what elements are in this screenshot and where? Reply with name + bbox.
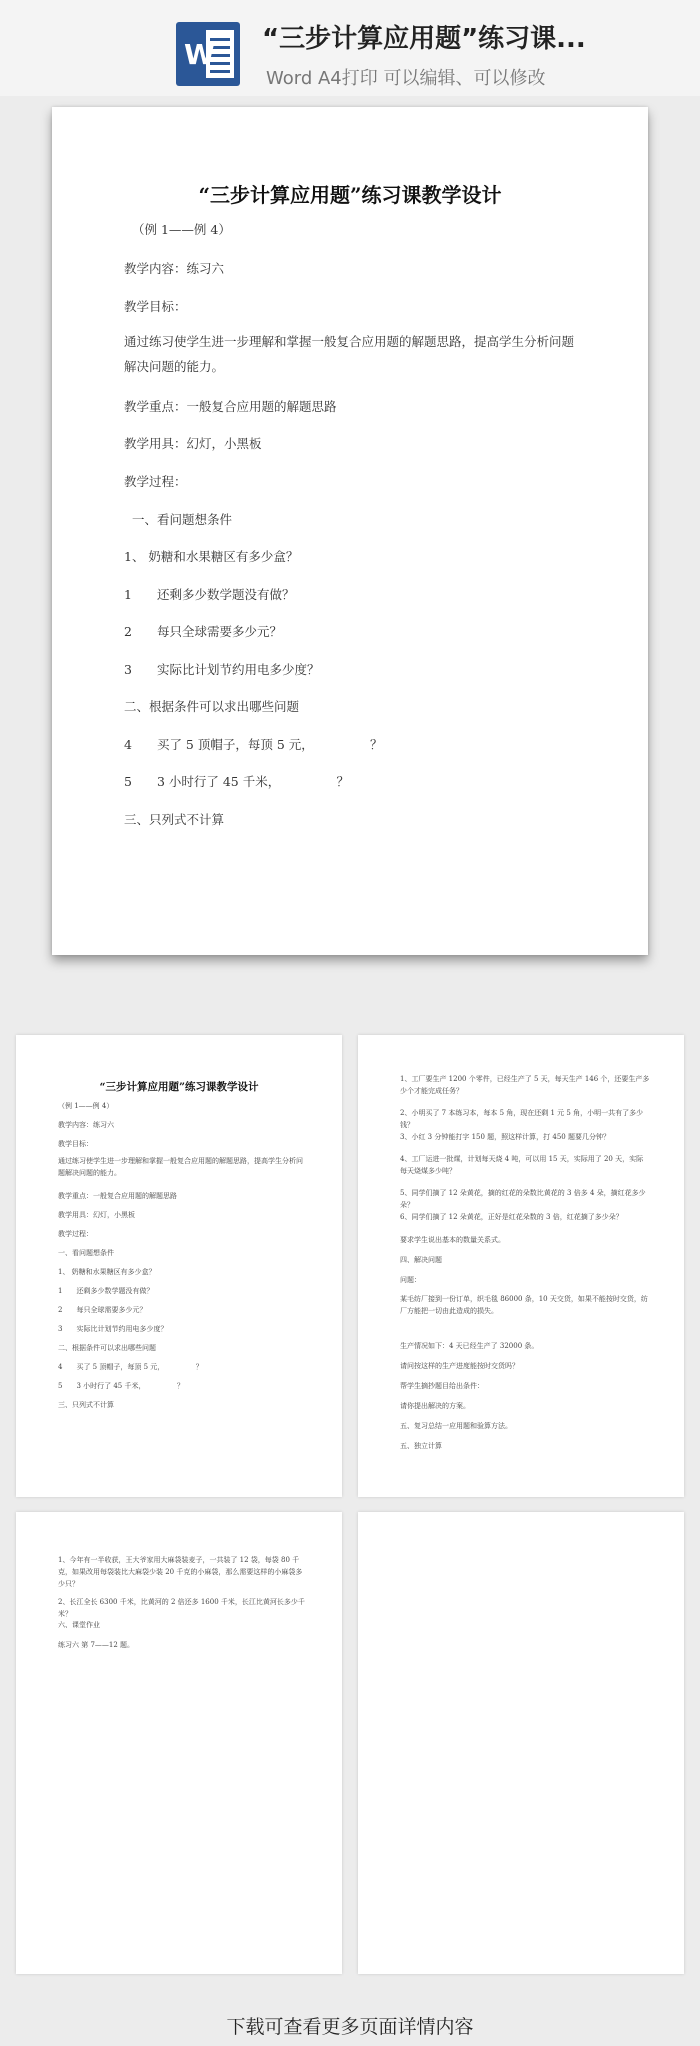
doc-line: 教学过程： [58, 1230, 93, 1238]
doc-line: 3 实际比计划节约用电多少度？ [58, 1325, 168, 1333]
doc-paragraph: 3、小红 3 分钟能打字 150 题，照这样计算，打 450 题要几分钟？ [400, 1133, 610, 1141]
doc-line: 5 3 小时行了 45 千米， ？ [58, 1382, 184, 1390]
doc-line: 1、 奶糖和水果糖区有多少盒？ [58, 1268, 156, 1276]
doc-heading: 三、只列式不计算 [58, 1401, 114, 1409]
header [0, 0, 700, 96]
page-preview-large[interactable] [52, 107, 648, 955]
doc-line: 4 买了 5 顶帽子，每顶 5 元， ？ [124, 737, 383, 752]
doc-paragraph: 通过练习使学生进一步理解和掌握一般复合应用题的解题思路，提高学生分析问题解决问题的能力。 [58, 1157, 303, 1177]
doc-paragraph: 1、今年有一半收获，王大爷家用大麻袋装麦子，一共装了 12 袋，每袋 80 千克，如果改用每袋装比大麻袋少装 20 千克的小麻袋，那么需要这样的小麻袋多少只？ [58, 1556, 303, 1588]
doc-line: 请你提出解决的方案。 [400, 1402, 470, 1410]
doc-line: 1 还剩多少数学题没有做？ [58, 1287, 154, 1295]
doc-line: 1、 奶糖和水果糖区有多少盒？ [124, 549, 299, 564]
doc-paragraph: 5、同学们摘了 12 朵黄花，摘的红花的朵数比黄花的 3 倍多 4 朵，摘红花多少朵？ [400, 1189, 646, 1209]
page-thumbnail-4[interactable] [358, 1512, 684, 1974]
footer-download-text[interactable]: 下载可查看更多页面详情内容 [226, 2016, 474, 2038]
doc-line: 3 实际比计划节约用电多少度？ [124, 662, 320, 677]
doc-line: 帮学生摘抄题目给出条件： [400, 1382, 484, 1390]
doc-line: （例 1——例 4） [58, 1102, 114, 1110]
doc-heading: 三、只列式不计算 [124, 812, 225, 827]
doc-line: 教学内容：练习六 [58, 1121, 114, 1129]
doc-title: “三步计算应用题”练习课教学设计 [99, 1081, 259, 1093]
doc-heading: 二、根据条件可以求出哪些问题 [124, 699, 300, 714]
doc-line: 2 每只全球需要多少元？ [58, 1306, 147, 1314]
doc-line: 教学过程： [124, 474, 187, 489]
doc-heading: 一、看问题想条件 [132, 512, 233, 527]
word-icon: W [176, 22, 240, 86]
doc-line: 生产情况如下：4 天已经生产了 32000 条。 [400, 1342, 539, 1350]
doc-paragraph: 2、长江全长 6300 千米，比黄河的 2 倍还多 1600 千米，长江比黄河长多少千米？ [58, 1598, 305, 1618]
doc-paragraph: 通过练习使学生进一步理解和掌握一般复合应用题的解题思路，提高学生分析问题解决问题的能力。 [124, 334, 575, 374]
doc-line: 请问按这样的生产进度能按时交货吗？ [400, 1362, 519, 1370]
doc-title: “三步计算应用题”练习课教学设计 [198, 183, 502, 207]
doc-line: 教学用具：幻灯，小黑板 [124, 436, 262, 451]
document-title: “三步计算应用题”练习课... [262, 24, 586, 54]
doc-paragraph: 4、工厂运进一批煤，计划每天烧 4 吨，可以用 15 天，实际用了 20 天，实际每天烧煤多少吨？ [400, 1155, 644, 1175]
doc-heading: 六、课堂作业 [58, 1621, 100, 1629]
doc-line: 教学重点：一般复合应用题的解题思路 [58, 1192, 177, 1200]
doc-heading: 四、解决问题 [400, 1256, 442, 1264]
doc-line: 五、复习总结一应用题和验算方法。 [400, 1422, 512, 1430]
page-thumbnail-2[interactable] [358, 1035, 684, 1497]
doc-line: 练习六 第 7——12 题。 [58, 1641, 135, 1649]
doc-line: 要求学生说出基本的数量关系式。 [400, 1236, 505, 1244]
doc-paragraph: 6、同学们摘了 12 朵黄花，正好是红花朵数的 3 倍，红花摘了多少朵？ [400, 1213, 623, 1221]
doc-heading: 五、独立计算 [400, 1442, 442, 1450]
doc-line: 1 还剩多少数学题没有做？ [124, 587, 295, 602]
page-thumbnail-3[interactable] [16, 1512, 342, 1974]
doc-line: 5 3 小时行了 45 千米， ？ [124, 774, 349, 789]
doc-line: 教学目标： [124, 299, 187, 314]
doc-paragraph: 某毛纺厂接到一份订单，织毛毯 86000 条，10 天交货，如果不能按时交货，纺厂方能把一切由此造成的损失。 [400, 1295, 648, 1315]
doc-line: 教学重点：一般复合应用题的解题思路 [124, 399, 337, 414]
doc-paragraph: 1、工厂要生产 1200 个零件，已经生产了 5 天，每天生产 146 个，还要生产多少个才能完成任务？ [400, 1075, 650, 1095]
doc-line: 问题： [400, 1276, 421, 1284]
doc-line: 教学用具：幻灯，小黑板 [58, 1211, 135, 1219]
doc-line: 2 每只全球需要多少元？ [124, 624, 282, 639]
doc-line: 教学内容：练习六 [124, 261, 225, 276]
doc-heading: 一、看问题想条件 [58, 1249, 114, 1257]
page-thumbnail-1[interactable] [16, 1035, 342, 1497]
doc-line: （例 1——例 4） [132, 222, 231, 237]
doc-line: 4 买了 5 顶帽子，每顶 5 元， ？ [58, 1363, 203, 1371]
doc-paragraph: 2、小明买了 7 本练习本，每本 5 角，现在还剩 1 元 5 角，小明一共有了多少钱？ [400, 1109, 644, 1129]
doc-line: 教学目标： [58, 1140, 93, 1148]
doc-heading: 二、根据条件可以求出哪些问题 [58, 1344, 156, 1352]
document-subtitle: Word A4打印 可以编辑、可以修改 [266, 68, 546, 89]
